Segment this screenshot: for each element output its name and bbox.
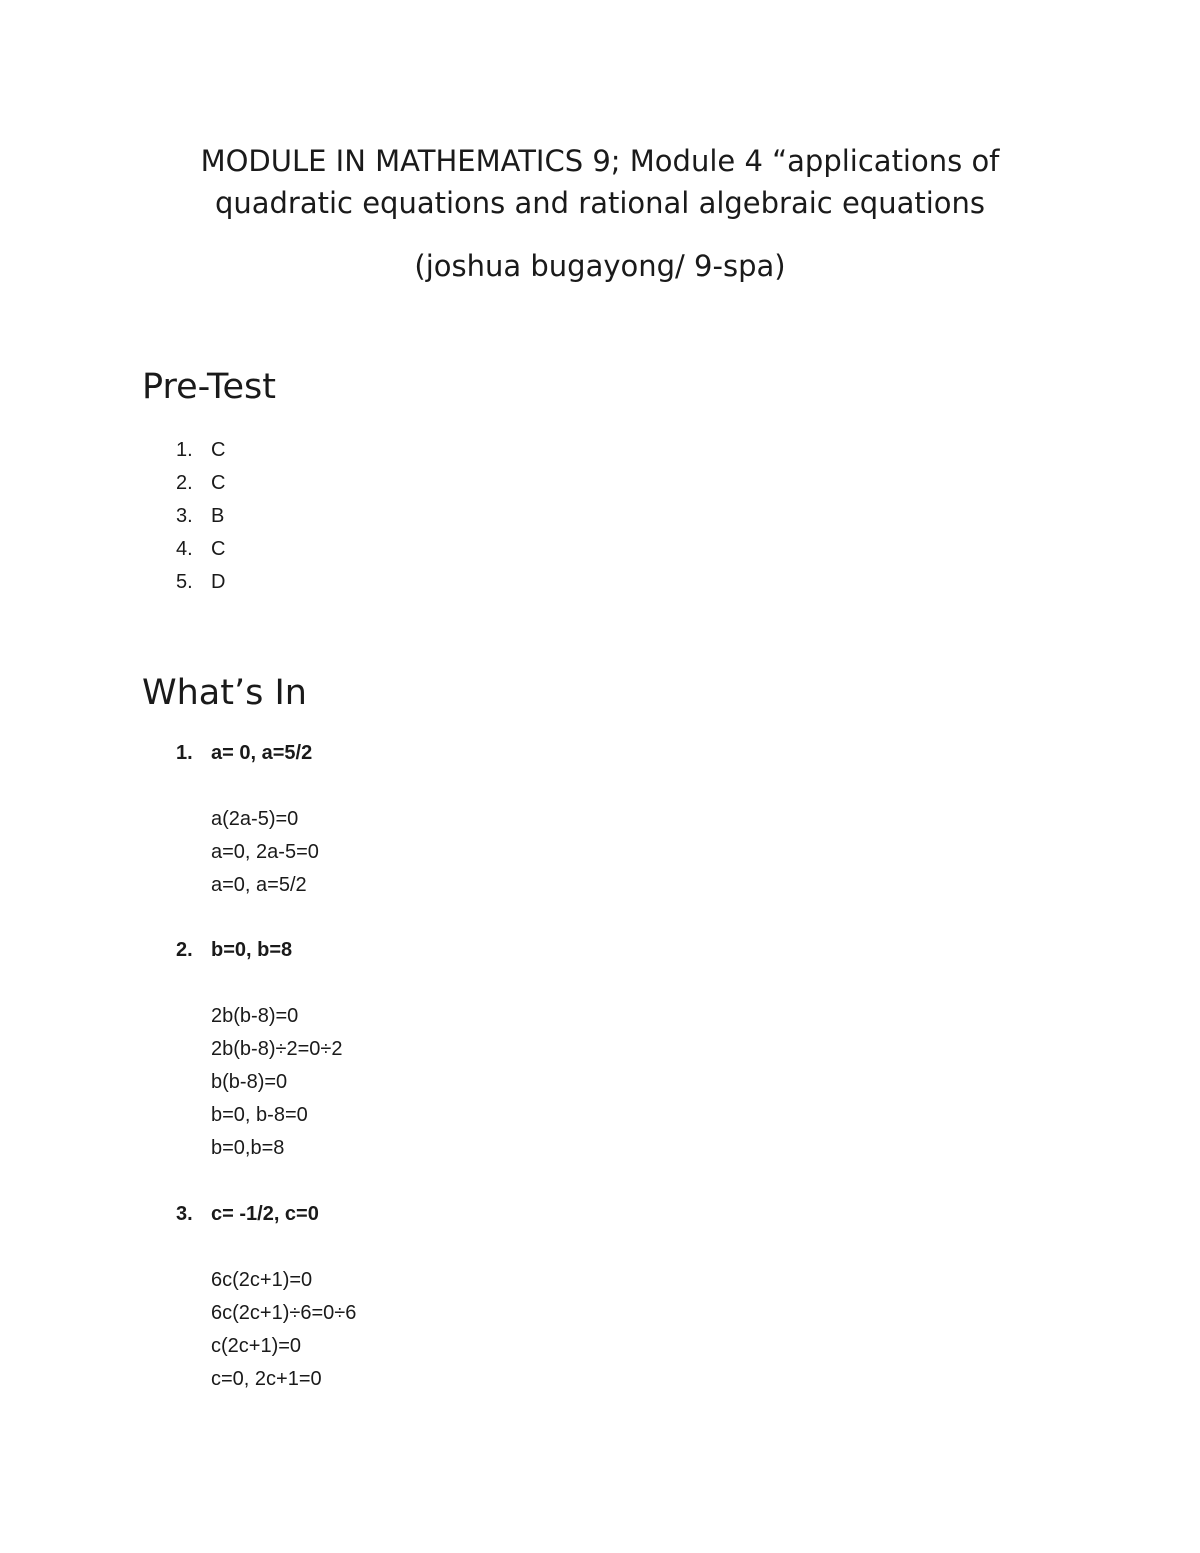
problem-answer xyxy=(176,737,319,770)
problem-answer-text: a= 0, a=5/2 xyxy=(211,742,313,764)
solution-steps xyxy=(176,1000,342,1165)
solution-step: b(b-8)=0 xyxy=(211,1071,288,1093)
solution-step: 6c(2c+1)÷6=0÷6 xyxy=(211,1302,357,1324)
item-number: 4. xyxy=(176,538,193,560)
problem-answer xyxy=(176,934,342,967)
problem-2 xyxy=(176,934,342,1165)
solution-steps xyxy=(176,803,319,902)
problem-number: 2. xyxy=(176,939,193,961)
item-answer: C xyxy=(211,439,226,461)
solution-step: b=0, b-8=0 xyxy=(211,1104,308,1126)
document-subtitle: (joshua bugayong/ 9-spa) xyxy=(414,249,786,283)
problem-number: 1. xyxy=(176,742,193,764)
problem-3 xyxy=(176,1198,356,1396)
problem-answer-text: b=0, b=8 xyxy=(211,939,293,961)
document-title-line-2: quadratic equations and rational algebraic equations xyxy=(214,186,986,220)
solution-step: a=0, a=5/2 xyxy=(211,874,307,896)
problem-number: 3. xyxy=(176,1203,193,1225)
document-header xyxy=(140,140,1060,287)
problem-answer-text: c= -1/2, c=0 xyxy=(211,1203,319,1225)
solution-step: 2b(b-8)=0 xyxy=(211,1005,299,1027)
solution-step: 2b(b-8)÷2=0÷2 xyxy=(211,1038,343,1060)
solution-step: c=0, 2c+1=0 xyxy=(211,1368,322,1390)
solution-step: a=0, 2a-5=0 xyxy=(211,841,319,863)
problem-answer xyxy=(176,1198,356,1231)
document-title-line-1: MODULE IN MATHEMATICS 9; Module 4 “applications of xyxy=(200,144,1000,178)
item-answer: D xyxy=(211,571,226,593)
item-answer: C xyxy=(211,538,226,560)
problem-1 xyxy=(176,737,319,902)
solution-steps xyxy=(176,1264,356,1396)
item-number: 1. xyxy=(176,439,193,461)
item-number: 3. xyxy=(176,505,193,527)
item-number: 2. xyxy=(176,472,193,494)
solution-step: 6c(2c+1)=0 xyxy=(211,1269,313,1291)
item-answer: C xyxy=(211,472,226,494)
solution-step: b=0,b=8 xyxy=(211,1137,285,1159)
solution-step: a(2a-5)=0 xyxy=(211,808,299,830)
item-number: 5. xyxy=(176,571,193,593)
item-answer: B xyxy=(211,505,225,527)
solution-step: c(2c+1)=0 xyxy=(211,1335,302,1357)
pretest-heading: Pre-Test xyxy=(142,367,276,407)
whats-in-heading: What’s In xyxy=(142,673,307,713)
